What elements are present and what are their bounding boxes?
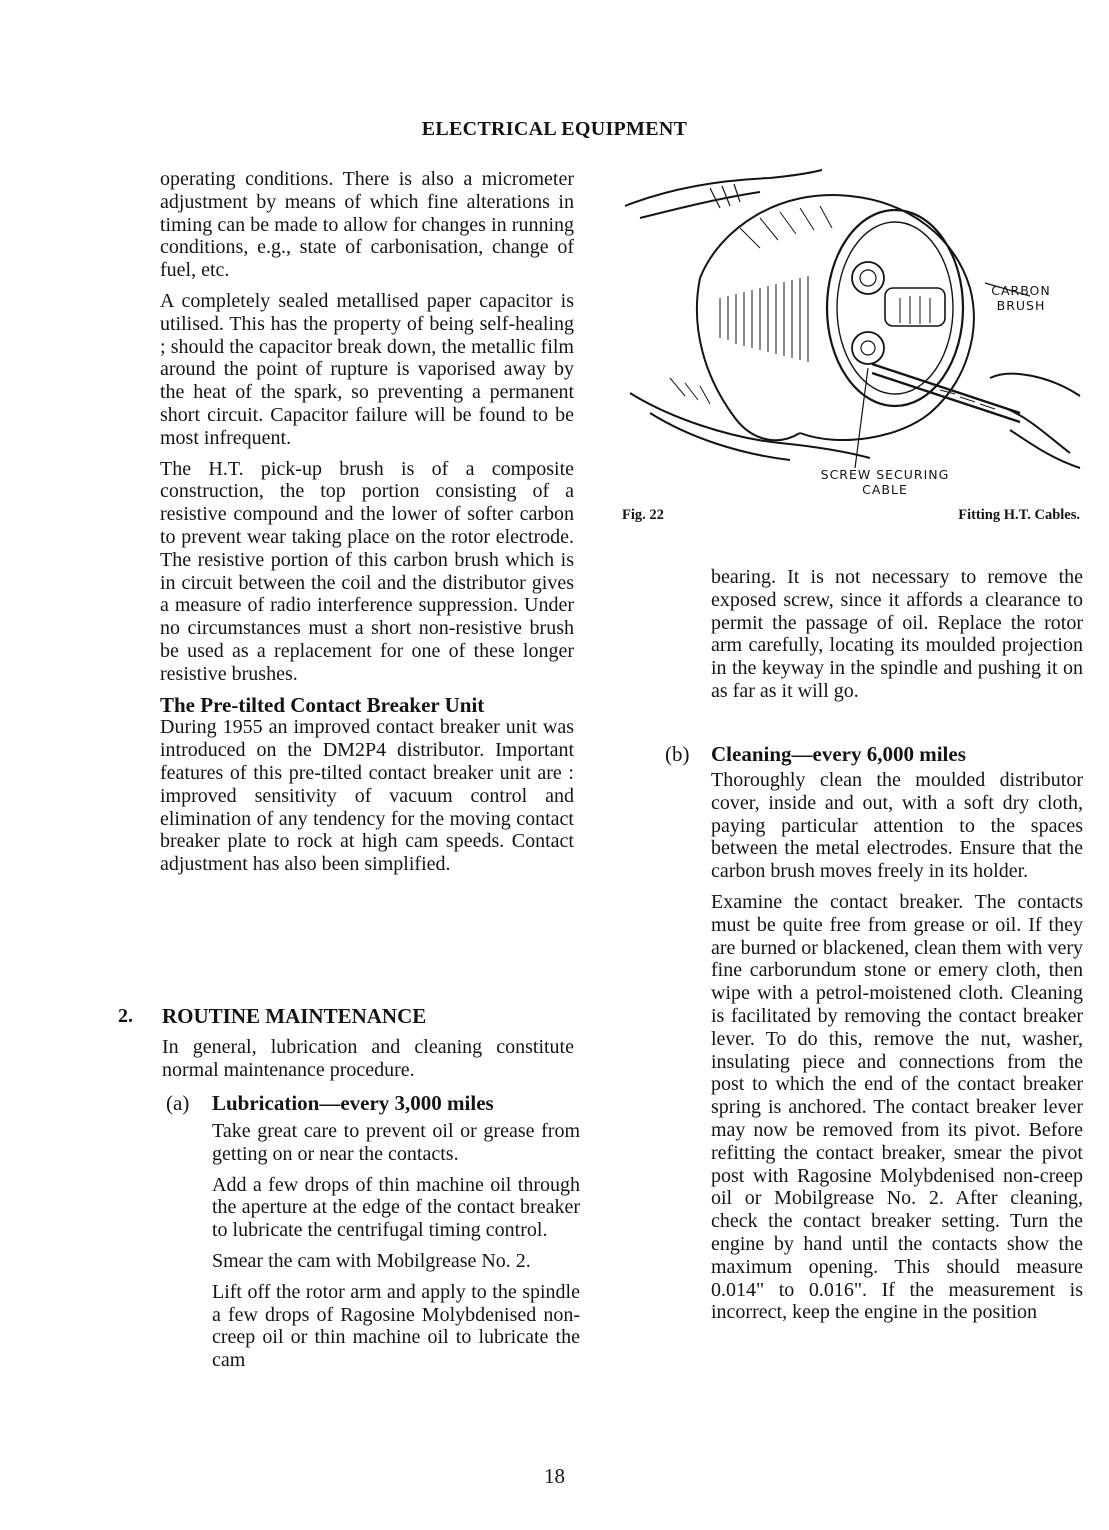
subheading-pre-tilted-unit: The Pre-tilted Contact Breaker Unit — [160, 692, 485, 717]
paragraph-pre-tilted-unit: During 1955 an improved contact breaker unit was introduced on the DM2P4 distributor. Important features of this pre-tilted contact breaker unit are : improved sensitivity of vacuum control and elimination of any tendency for the moving contact breaker plate to rock at high cam speeds. Contact adjustment has also been simplified. — [160, 716, 574, 876]
subsection-b-label: (b) — [665, 742, 690, 766]
right-column-top — [711, 566, 1083, 703]
paragraph-maintenance-intro: In general, lubrication and cleaning constitute normal maintenance procedure. — [162, 1036, 574, 1081]
figure-caption: Fitting H.T. Cables. — [958, 507, 1080, 523]
paragraph-timing-adjustment: operating conditions. There is also a micrometer adjustment by means of which fine alterations in timing can be made to allow for changes in running conditions, e.g., state of carbonisation, change of fuel, etc. — [160, 168, 574, 282]
paragraph-lubrication-3: Smear the cam with Mobilgrease No. 2. — [212, 1249, 531, 1272]
section-title: ROUTINE MAINTENANCE — [162, 1004, 427, 1028]
paragraph-lubrication-4: Lift off the rotor arm and apply to the spindle a few drops of Ragosine Molybdenised non-creep oil or thin machine oil to lubricate the cam — [212, 1280, 580, 1372]
label-brush: BRUSH — [996, 298, 1046, 313]
section-number: 2. — [118, 1005, 133, 1027]
label-carbon: CARBON — [991, 283, 1051, 298]
left-column — [160, 168, 574, 876]
label-screw-securing-cable — [780, 467, 990, 497]
paragraph-rotor-arm: bearing. It is not necessary to remove the exposed screw, since it affords a clearance to permit the passage of oil. Replace the rotor arm carefully, locating its moulded projection in the keyway in the spindle and pushing it on as far as it will go. — [711, 566, 1083, 702]
label-carbon-brush — [976, 283, 1066, 313]
section-intro — [162, 1036, 574, 1082]
paragraph-lubrication-2: Add a few drops of thin machine oil through the aperture at the edge of the contact breaker to lubricate the centrifugal timing control. — [212, 1173, 580, 1242]
paragraph-cleaning-2: Examine the contact breaker. The contacts must be quite free from grease or oil. If they are burned or blackened, clean them with very fine carborundum stone or emery cloth, then wipe with a petrol-moistened cloth. Cleaning is facilitated by removing the contact breaker lever. To do this, remove the nut, washer, insulating piece and connections from the post to which the end of the contact breaker spring is anchored. The contact breaker lever may now be removed from its pivot. Before refitting the contact breaker, smear the pivot post with Ragosine Molybdenised non-creep oil or Mobilgrease No. 2. After cleaning, check the contact breaker setting. Turn the engine by hand until the contacts show the maximum opening. This should measure 0.014" to 0.016". If the measurement is incorrect, keep the engine in the position — [711, 890, 1083, 1324]
paragraph-cleaning-1: Thoroughly clean the moulded distributor cover, inside and out, with a soft dry cloth, paying particular attention to the spaces between the metal electrodes. Ensure that the carbon brush moves freely in its holder. — [711, 769, 1083, 883]
subsection-a-body — [212, 1120, 580, 1372]
paragraph-lubrication-1: Take great care to prevent oil or grease from getting on or near the contacts. — [212, 1120, 580, 1165]
figure-number: Fig. 22 — [622, 507, 664, 523]
subsection-b-heading: Cleaning—every 6,000 miles — [711, 742, 966, 766]
label-cable: CABLE — [862, 482, 908, 497]
paragraph-capacitor: A completely sealed metallised paper capacitor is utilised. This has the property of being self-healing ; should the capacitor break down, the metallic film around the point of rupture is vaporised away by the heat of the spark, so preventing a permanent short circuit. Capacitor failure will be found to be most infrequent. — [160, 289, 574, 449]
paragraph-pickup-brush: The H.T. pick-up brush is of a composite construction, the top portion consisting of a resistive compound and the lower of softer carbon to prevent wear taking place on the rotor electrode. The resistive portion of this carbon brush which is in circuit between the coil and the distributor gives a measure of radio interference suppression. Under no circumstances must a short non-resistive brush be used as a replacement for one of these longer resistive brushes. — [160, 457, 574, 685]
page-number: 18 — [544, 1464, 565, 1488]
page-header: ELECTRICAL EQUIPMENT — [421, 118, 688, 140]
figure-illustration — [610, 168, 1090, 498]
distributor-drawing — [610, 168, 1090, 498]
subsection-a-heading: Lubrication—every 3,000 miles — [212, 1091, 494, 1115]
subsection-a-label: (a) — [166, 1091, 190, 1115]
subsection-b-body — [711, 769, 1083, 1324]
label-screw: SCREW SECURING — [820, 467, 950, 482]
